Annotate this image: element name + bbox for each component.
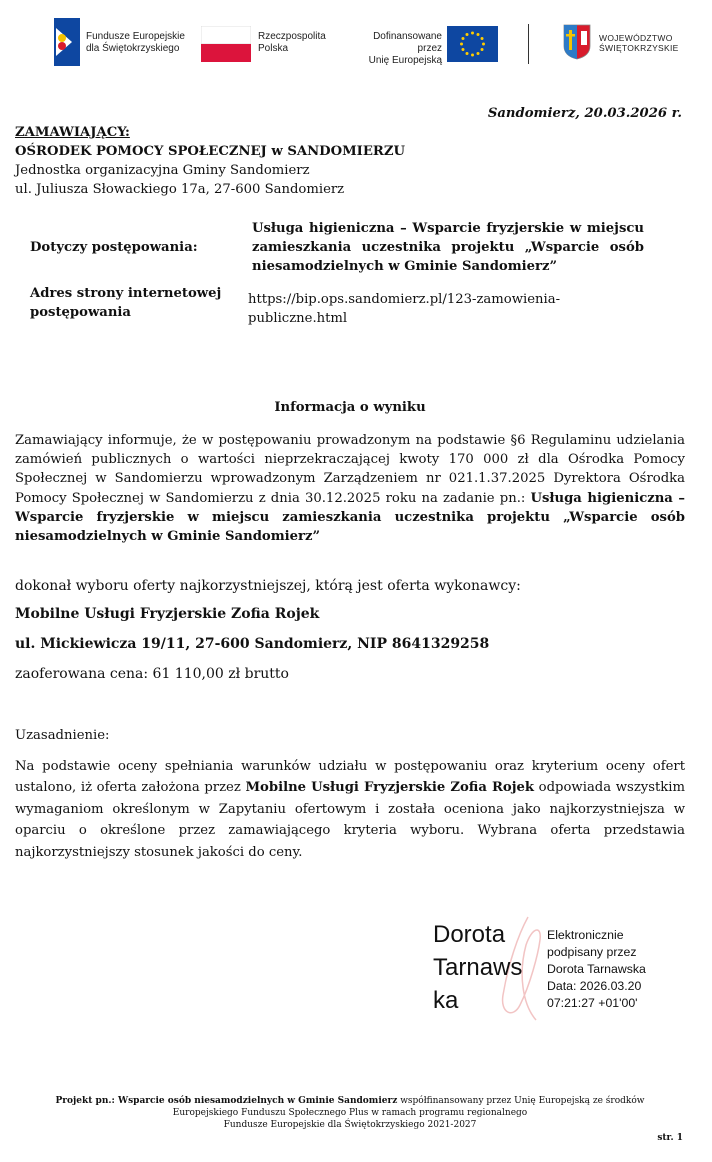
web-address-link[interactable]: https://bip.ops.sandomierz.pl/123-zamowienia-: [248, 292, 561, 307]
eu-flag-icon: [447, 26, 498, 62]
eu-star-icon: [477, 52, 480, 55]
web-address-label: Adres strony internetowej postępowania: [30, 286, 222, 320]
place-date: Sandomierz, 20.03.2026 r.: [487, 106, 682, 121]
voivodeship-coat-of-arms-icon: [563, 24, 591, 60]
ordering-label: ZAMAWIAJĄCY:: [15, 125, 130, 140]
eu-star-icon: [471, 54, 474, 57]
signature-name: Dorota Tarnaws ka: [433, 921, 523, 1014]
ordering-party: [15, 123, 615, 199]
footer: Projekt pn.: Wsparcie osób niesamodzielnych w Gminie Sandomierz współfinansowany przez Unię Europejską ze środków Europejskiego Funduszu Społecznego Plus w ramach programu regionalnego Fundusze Europejskie dla Świętokrzyskiego 2021-2027: [55, 1096, 645, 1130]
page-number: str. 1: [657, 1133, 683, 1143]
justification-text: Na podstawie oceny spełniania warunków udziału w postępowaniu oraz kryterium oceny ofert ustalono, iż oferta założona przez Mobilne Usługi Fryzjerskie Zofia Rojek odpowiada wszystkim wymaganiom określonym w Zapytaniu ofertowym i została oceniona jako najkorzystniejsza w oparciu o określone przez zamawiającego kryteria wyboru. Wybrana oferta przedstawia najkorzystniejszy stosunek jakości do ceny.: [15, 759, 685, 860]
eu-star-icon: [466, 52, 469, 55]
web-address-value: [248, 290, 648, 328]
polish-flag-icon: [201, 26, 251, 62]
org-name: OŚRODEK POMOCY SPOŁECZNEJ w SANDOMIERZU: [15, 144, 405, 159]
eu-star-icon: [477, 33, 480, 36]
eu-star-icon: [482, 43, 485, 46]
proceeding-value: Usługa higieniczna – Wsparcie fryzjerskie w miejscu zamieszkania uczestnika projektu „Wsparcie osób niesamodzielnych w Gminie Sandomierz”: [252, 221, 644, 274]
contractor-address: ul. Mickiewicza 19/11, 27-600 Sandomierz, NIP 8641329258: [15, 636, 490, 652]
org-unit: Jednostka organizacyjna Gminy Sandomierz: [15, 163, 310, 178]
eu-star-icon: [481, 48, 484, 51]
result-choice: dokonał wyboru oferty najkorzystniejszej, którą jest oferta wykonawcy:: [15, 578, 521, 594]
justification-label: Uzasadnienie:: [15, 728, 110, 743]
contractor-name: Mobilne Usługi Fryzjerskie Zofia Rojek: [15, 606, 320, 622]
justification-contractor: Mobilne Usługi Fryzjerskie Zofia Rojek: [245, 780, 535, 796]
result-intro: [15, 431, 685, 546]
woj-logo-text: WOJEWÓDZTWO ŚWIĘTOKRZYSKIE: [599, 33, 679, 53]
eu-star-icon: [481, 37, 484, 40]
footer-project: Wsparcie osób niesamodzielnych w Gminie Sandomierz: [117, 1096, 398, 1106]
electronic-signature-info: Elektronicznie podpisany przez Dorota Tarnawska Data: 2026.03.20 07:21:27 +01'00': [547, 928, 646, 1010]
org-address: ul. Juliusza Słowackiego 17a, 27-600 Sandomierz: [15, 182, 345, 197]
eu-star-icon: [461, 37, 464, 40]
eu-star-icon: [460, 43, 463, 46]
eu-star-icon: [466, 33, 469, 36]
logo-bar: [0, 0, 712, 80]
fe-logo-icon: [54, 18, 80, 66]
eu-star-icon: [471, 32, 474, 35]
result-intro-text: Zamawiający informuje, że w postępowaniu prowadzonym na podstawie §6 Regulaminu udzielania zamówień publicznych o wartości nieprzekraczającej kwoty 170 000 zł dla Ośrodka Pomocy Społecznej w Sandomierzu wprowadzonym Zarządzeniem nr 021.1.37.2025 Dyrektora Ośrodka Pomocy Społecznej w Sandomierzu z dnia 30.12.2025 roku na zadanie pn.:: [15, 433, 685, 506]
fe-logo-text: Fundusze Europejskie dla Świętokrzyskiego: [86, 31, 185, 54]
proceeding-label: Dotyczy postępowania:: [30, 240, 198, 255]
logo-divider: [528, 24, 529, 64]
rp-logo-text: Rzeczpospolita Polska: [258, 31, 326, 54]
eu-star-icon: [461, 48, 464, 51]
result-title: Informacja o wyniku: [274, 400, 426, 415]
result-intro-task: Usługa higieniczna – Wsparcie fryzjerskie w miejscu zamieszkania uczestnika projektu „Wsparcie osób niesamodzielnych w Gminie Sandomierz”: [15, 490, 685, 545]
offered-price: zaoferowana cena: 61 110,00 zł brutto: [15, 666, 289, 682]
web-address-link-cont[interactable]: publiczne.html: [248, 311, 348, 326]
eu-logo-text: Dofinansowane przez Unię Europejską: [368, 31, 442, 66]
